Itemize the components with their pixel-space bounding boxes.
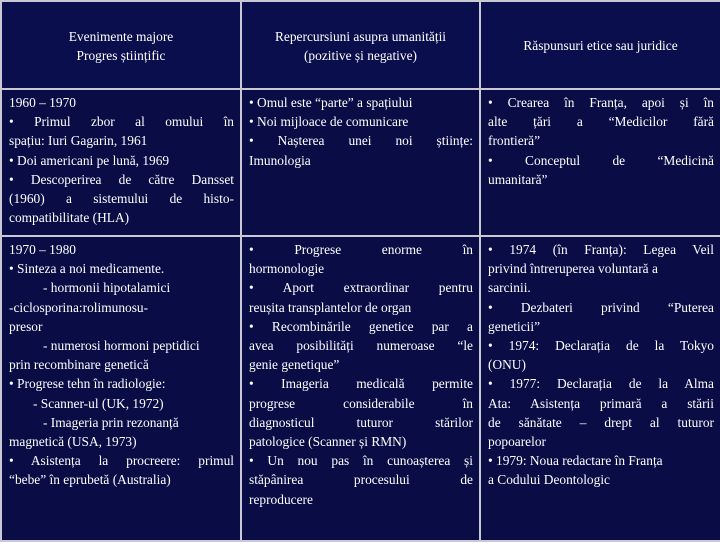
list-item: a Codului Deontologic (488, 472, 610, 488)
list-item: • Doi americani pe lună, 1969 (9, 152, 170, 168)
table-row (1, 89, 720, 236)
list-item: Ata: Asistența primară a stării (488, 395, 714, 411)
table-row (1, 236, 720, 541)
list-item: Imunologia (249, 152, 311, 168)
list-item: magnetică (USA, 1973) (9, 434, 137, 450)
list-item: diagnosticul tuturor stărilor (249, 414, 473, 430)
row1-responses-cell (480, 89, 720, 236)
list-item: • 1977: Declarația de la Alma (488, 376, 714, 392)
header-row (1, 1, 720, 89)
list-item: stăpânirea procesului de (249, 472, 473, 488)
period-label: 1970 – 1980 (9, 242, 76, 257)
list-item: • Noi mijloace de comunicare (249, 114, 409, 130)
list-item: • Dezbateri privind “Puterea (488, 299, 714, 315)
list-item: prin recombinare genetică (9, 357, 149, 373)
list-item: patologice (Scanner și RMN) (249, 434, 407, 450)
list-item: • 1974: Declarația de la Tokyo (488, 338, 714, 354)
list-item: • Recombinările genetice par a (249, 318, 473, 334)
list-item: genie genetique” (249, 357, 340, 373)
list-item: avea posibilități numeroase “le (249, 338, 473, 354)
list-item: umanitară” (488, 171, 548, 187)
list-item: reproducere (249, 491, 313, 507)
list-item: • Un nou pas în cunoașterea și (249, 453, 473, 469)
list-item: • Primul zbor al omului în (9, 114, 234, 130)
list-item: -ciclosporina:rolimunosu- (9, 299, 149, 315)
list-item: alte țări a “Medicilor fără (488, 114, 714, 130)
list-item: de sănătate – drept al tuturor (488, 414, 714, 430)
row1-events-cell (1, 89, 241, 236)
header-responses: Răspunsuri etice sau juridice (523, 38, 678, 54)
row1-repercussions-cell (241, 89, 480, 236)
list-item: “bebe” în eprubetă (Australia) (9, 472, 171, 488)
list-item: • Aport extraordinar pentru (249, 280, 473, 296)
list-item: • Progrese enorme în (249, 242, 473, 257)
header-events-line2: Progres științific (76, 48, 166, 63)
list-item: compatibilitate (HLA) (9, 210, 130, 226)
list-item: reușita transplantelor de organ (249, 299, 412, 315)
list-item: • 1979: Noua redactare în Franța (488, 453, 663, 469)
list-item: - Scanner-ul (UK, 1972) (33, 395, 164, 411)
list-item: geneticii” (488, 318, 541, 334)
list-item: - Imageria prin rezonanță (43, 414, 179, 430)
header-events-line1: Evenimente majore (68, 28, 174, 44)
list-item: • Sinteza a noi medicamente. (9, 261, 165, 277)
row2-repercussions-cell (241, 236, 480, 541)
list-item: (ONU) (488, 357, 526, 373)
list-item: hormonologie (249, 261, 325, 277)
header-cell-events (1, 1, 241, 89)
row2-events-cell (1, 236, 241, 541)
list-item: spațiu: Iuri Gagarin, 1961 (9, 133, 148, 149)
list-item: • Asistența la procreere: primul (9, 453, 234, 469)
header-cell-responses (480, 1, 720, 89)
list-item: • Imageria medicală permite (249, 376, 473, 392)
list-item: privind întreruperea voluntară a (488, 261, 658, 277)
list-item: • Crearea în Franța, apoi și în (488, 95, 714, 110)
header-cell-repercussions (241, 1, 480, 89)
header-repercussions-line2: (pozitive și negative) (303, 48, 418, 63)
list-item: presor (9, 318, 43, 334)
list-item: • Descoperirea de către Dansset (9, 171, 234, 187)
row2-responses-cell (480, 236, 720, 541)
list-item: • Omul este “parte” a spațiului (249, 95, 413, 110)
list-item: frontieră” (488, 133, 541, 149)
list-item: popoarelor (488, 434, 547, 450)
list-item: • Nașterea unei noi științe: (249, 133, 473, 149)
list-item: - hormonii hipotalamici (43, 280, 171, 296)
list-item: • Progrese tehn în radiologie: (9, 376, 166, 392)
list-item: progrese considerabile în (249, 395, 473, 411)
list-item: • Conceptul de “Medicină (488, 152, 714, 168)
list-item: • 1974 (în Franța): Legea Veil (488, 242, 714, 257)
header-repercussions-line1: Repercursiuni asupra umanității (274, 28, 447, 44)
list-item: sarcinii. (488, 280, 531, 296)
list-item: (1960) a sistemului de histo- (9, 191, 234, 207)
list-item: - numerosi hormoni peptidici (43, 338, 200, 354)
period-label: 1960 – 1970 (9, 95, 76, 110)
